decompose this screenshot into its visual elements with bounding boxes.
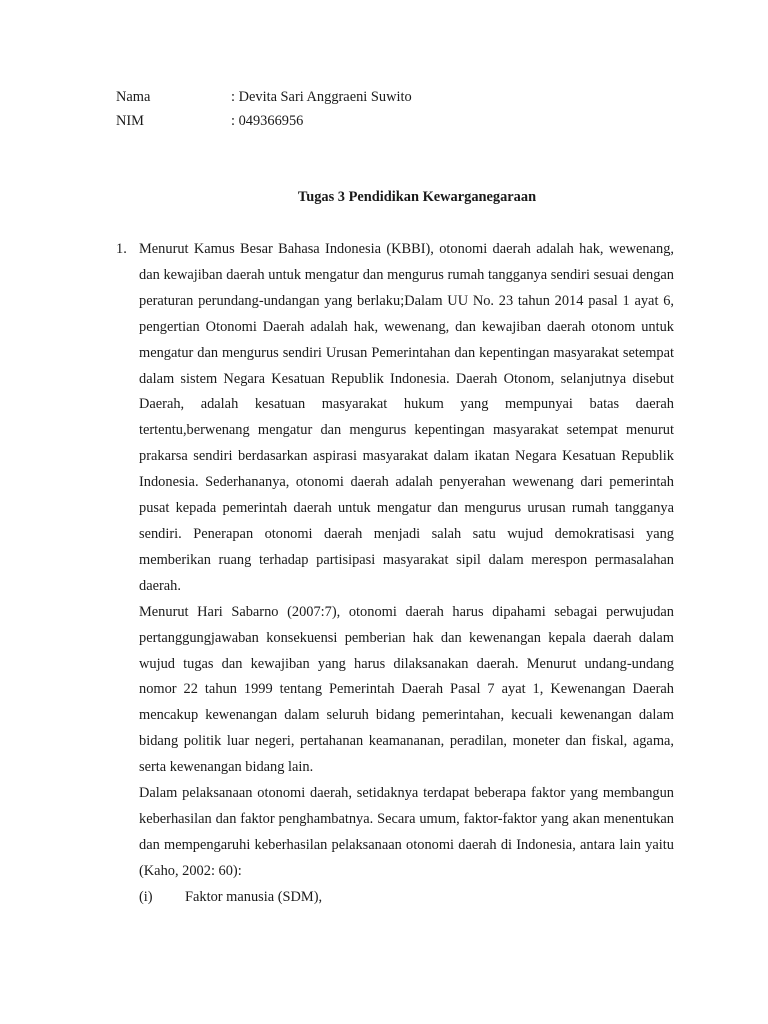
paragraph-3: Dalam pelaksanaan otonomi daerah, setidaknya terdapat beberapa faktor yang membangun keberhasilan dan faktor penghambatnya. Secara umum, faktor-faktor yang akan menentukan dan mempengaruhi keberhasilan pelaksanaan otonomi daerah di Indonesia, antara lain yaitu (Kaho, 2002: 60): (139, 785, 674, 879)
name-value: : Devita Sari Anggraeni Suwito (231, 89, 412, 105)
list-item (139, 885, 674, 911)
list-number: 1. (116, 241, 127, 257)
document-title: Tugas 3 Pendidikan Kewarganegaraan (297, 189, 537, 205)
list-item-marker: (i) (139, 888, 153, 905)
paragraph-1: Menurut Kamus Besar Bahasa Indonesia (KBBI), otonomi daerah adalah hak, wewenang, dan kewajiban daerah untuk mengatur dan mengurus rumah tangganya sendiri sesuai dengan peraturan perundang-undangan yang berlaku;Dalam UU No. 23 tahun 2014 pasal 1 ayat 6, pengertian Otonomi Daerah adalah hak, wewenang, dan kewajiban daerah otonom untuk mengatur dan mengurus sendiri Urusan Pemerintahan dan kepentingan masyarakat setempat dalam sistem Negara Kesatuan Republik Indonesia. Daerah Otonom, selanjutnya disebut Daerah, adalah kesatuan masyarakat hukum yang mempunyai batas daerah tertentu,berwenang mengatur dan mengurus kepentingan masyarakat setempat menurut prakarsa sendiri berdasarkan aspirasi masyarakat dalam ikatan Negara Kesatuan Republik Indonesia. Sederhananya, otonomi daerah adalah penyerahan wewenang dari pemerintah pusat kepada pemerintah daerah untuk mengatur dan mengurus urusan rumah tangganya sendiri. Penerapan otonomi daerah menjadi salah satu wujud demokratisasi yang memberikan ruang terhadap partisipasi masyarakat sipil dalam merespon permasalahan daerah. (139, 241, 674, 594)
list-item-text: Faktor manusia (SDM), (185, 888, 323, 905)
paragraph-2: Menurut Hari Sabarno (2007:7), otonomi daerah harus dipahami sebagai perwujudan pertanggungjawaban konsekuensi pemberian hak dan kewenangan kepala daerah dalam wujud tugas dan kewajiban yang harus dilaksanakan daerah. Menurut undang-undang nomor 22 tahun 1999 tentang Pemerintah Daerah Pasal 7 ayat 1, Kewenangan Daerah mencakup kewenangan dalam seluruh bidang pemerintahan, kecuali kewenangan dalam bidang politik luar negeri, pertahanan keamananan, peradilan, moneter dan fiskal, agama, serta kewenangan bidang lain. (139, 603, 674, 776)
answer-body (139, 237, 674, 911)
nim-label: NIM (116, 113, 144, 129)
nim-row (116, 110, 303, 132)
nim-value: : 049366956 (231, 113, 304, 129)
name-label: Nama (116, 89, 151, 105)
name-row (116, 86, 412, 108)
